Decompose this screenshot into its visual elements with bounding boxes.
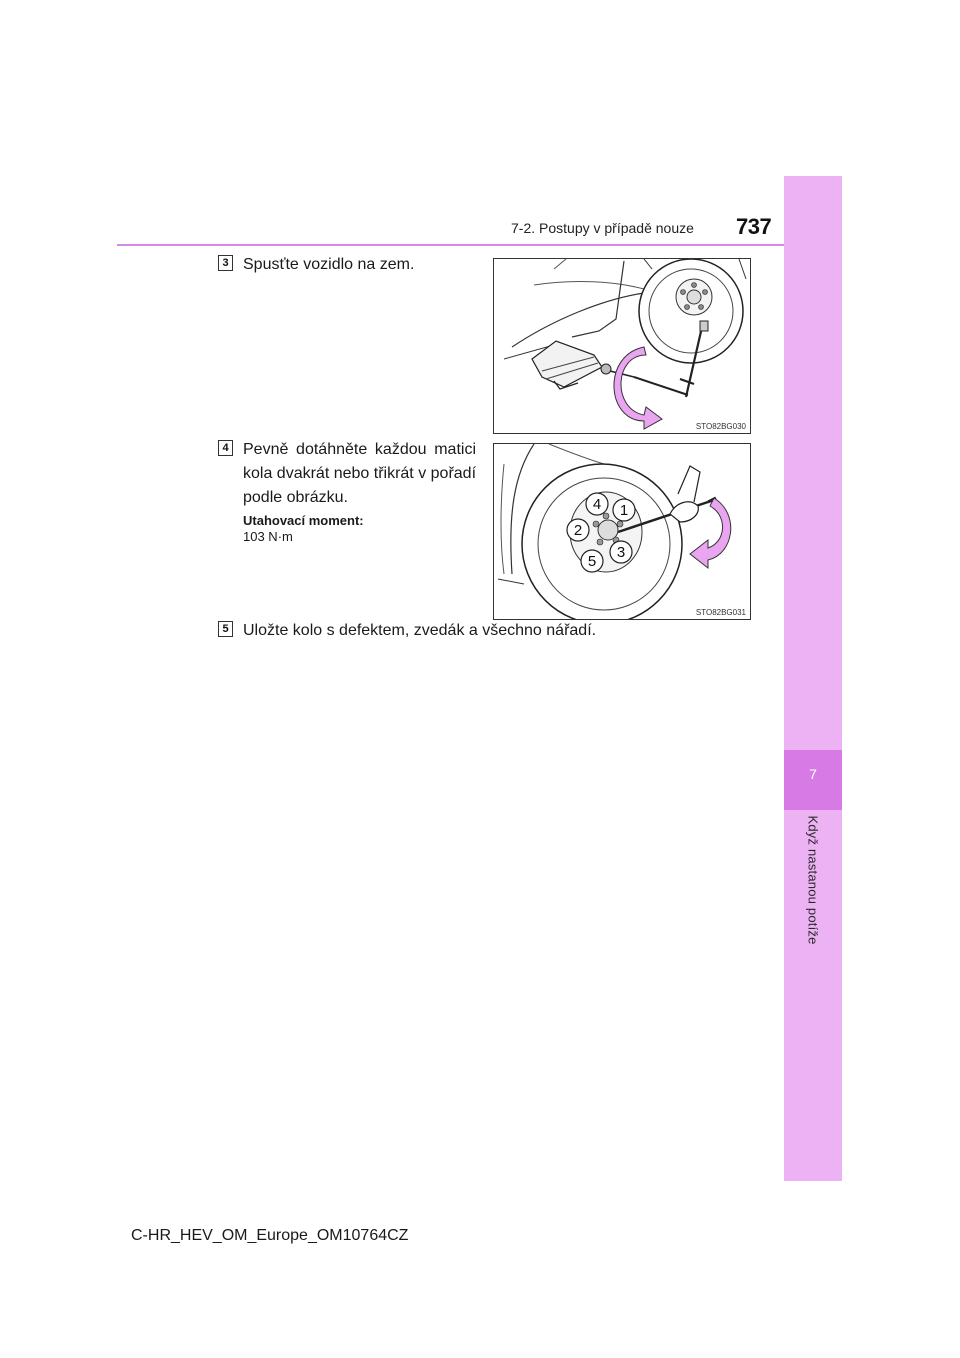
step-text-4: Pevně dotáhněte každou matici kola dvakrát nebo třikrát v pořadí podle obrázku. [243, 441, 477, 506]
nut-order-5: 5 [587, 553, 597, 570]
document-id: C-HR_HEV_OM_Europe_OM10764CZ [131, 1227, 409, 1244]
nut-order-3: 3 [616, 544, 626, 561]
tighten-nuts-illustration [494, 444, 750, 619]
step-number-4: 4 [218, 440, 233, 456]
torque-label: Utahovací moment: [243, 513, 364, 528]
step-text-3: Spusťte vozidlo na zem. [243, 256, 415, 273]
nut-order-1: 1 [619, 502, 629, 519]
torque-value: 103 N·m [243, 529, 293, 544]
nut-order-2: 2 [573, 522, 583, 539]
header-rule [117, 244, 784, 246]
step-number-5: 5 [218, 621, 233, 637]
figure-tighten-nuts [493, 443, 751, 620]
chapter-tab-strip [784, 176, 842, 1181]
chapter-label: Když nastanou potíže [805, 815, 821, 945]
figure-code-031: STO82BG031 [695, 608, 746, 617]
lower-vehicle-illustration [494, 259, 750, 433]
chapter-number: 7 [809, 766, 817, 782]
figure-lower-vehicle [493, 258, 751, 434]
page-number: 737 [736, 214, 772, 239]
section-title: 7-2. Postupy v případě nouze [511, 220, 694, 236]
figure-code-030: STO82BG030 [695, 422, 746, 431]
nut-order-4: 4 [592, 496, 602, 513]
step-number-3: 3 [218, 255, 233, 271]
step-text-5: Uložte kolo s defektem, zvedák a všechno nářadí. [243, 622, 597, 639]
